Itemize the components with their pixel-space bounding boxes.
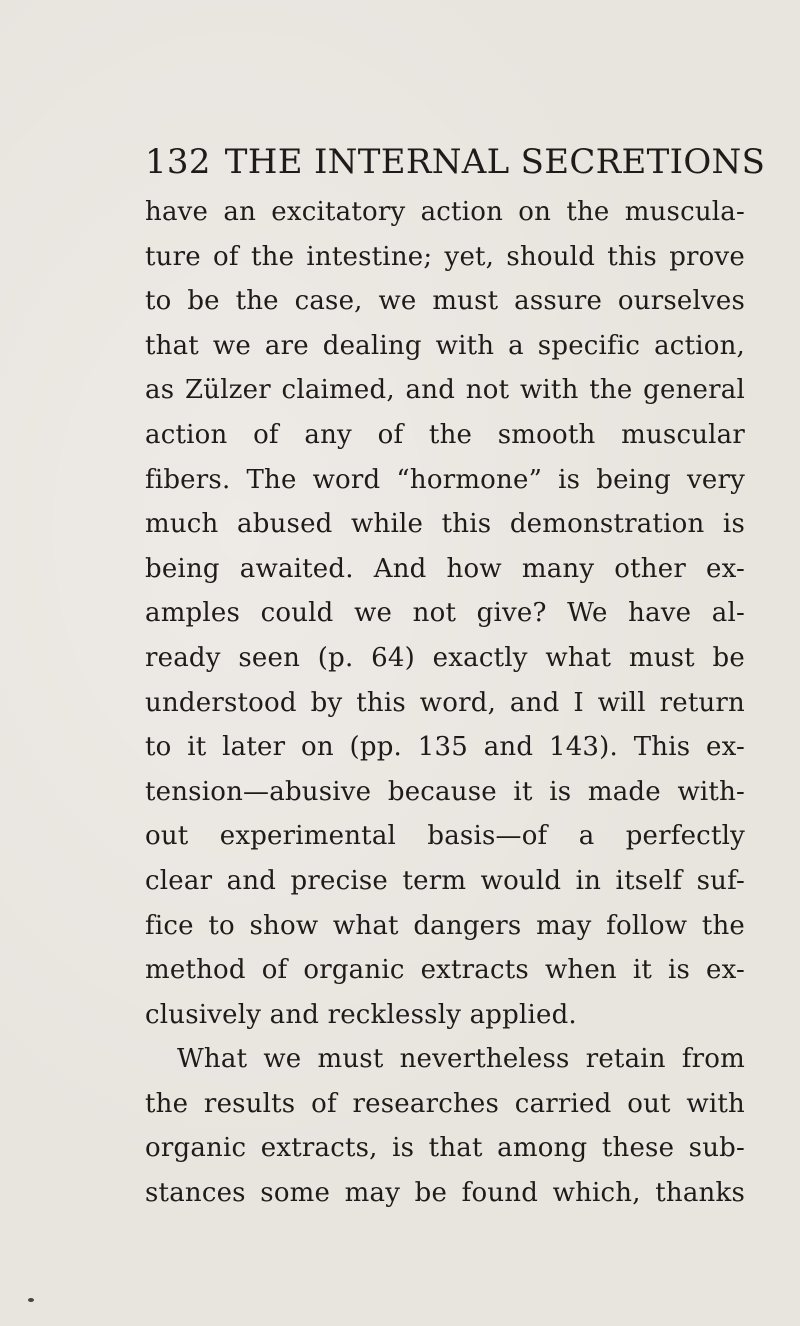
text-line: ready seen (p. 64) exactly what must be — [145, 642, 745, 673]
text-line: understood by this word, and I will return — [145, 687, 745, 718]
text-line: organic extracts, is that among these sub- — [145, 1133, 745, 1164]
paragraph-start-line: What we must nevertheless retain from — [177, 1044, 745, 1075]
text-line: the results of researches carried out with — [145, 1088, 745, 1119]
body-text — [145, 190, 745, 1216]
text-line: out experimental basis—of a perfectly — [145, 821, 745, 852]
page-number: 132 — [145, 142, 211, 182]
text-line: stances some may be found which, thanks — [145, 1178, 745, 1209]
text-line: ture of the intestine; yet, should this prove — [145, 241, 745, 272]
text-line: much abused while this demonstration is — [145, 509, 745, 540]
text-line: to be the case, we must assure ourselves — [145, 286, 745, 317]
text-line: tension—abusive because it is made with- — [145, 776, 745, 807]
text-line: amples could we not give? We have al- — [145, 598, 745, 629]
text-line: as Zülzer claimed, and not with the general — [145, 375, 745, 406]
running-head — [145, 142, 766, 182]
text-line: fibers. The word “hormone” is being very — [145, 464, 745, 495]
paper-speck — [28, 1298, 34, 1302]
running-title: THE INTERNAL SECRETIONS — [224, 142, 766, 182]
text-line: that we are dealing with a specific action, — [145, 330, 745, 361]
text-line: clear and precise term would in itself suf- — [145, 865, 745, 896]
text-line: fice to show what dangers may follow the — [145, 910, 745, 941]
text-line: have an excitatory action on the muscula- — [145, 197, 745, 227]
text-line: action of any of the smooth muscular — [145, 419, 745, 450]
text-line: to it later on (pp. 135 and 143). This ex- — [145, 732, 745, 763]
text-line: method of organic extracts when it is ex- — [145, 955, 745, 986]
text-line: clusively and recklessly applied. — [145, 999, 577, 1030]
text-line: being awaited. And how many other ex- — [145, 553, 745, 584]
